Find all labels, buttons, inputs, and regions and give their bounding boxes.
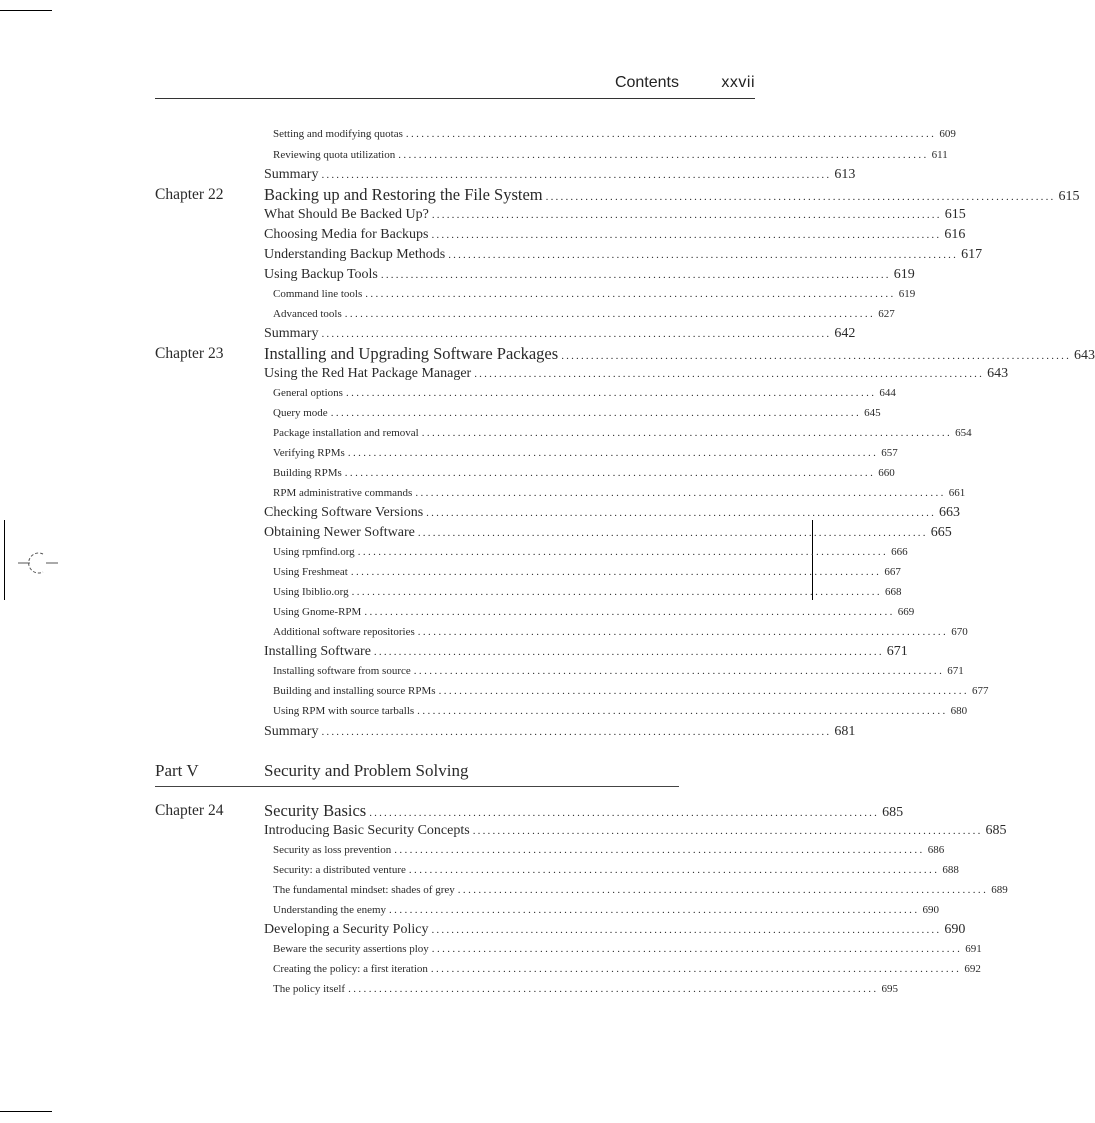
toc-entry-title: Using Freshmeat (273, 566, 348, 578)
toc-entry[interactable] (264, 207, 966, 223)
dot-leader: ....................................................................................................... (373, 646, 884, 658)
dot-leader: ....................................................................................................... (431, 943, 963, 955)
toc-entry-page: 660 (878, 467, 895, 479)
toc-entry-page: 669 (897, 606, 915, 618)
toc-entry-page: 613 (834, 167, 856, 182)
toc-entry-title: Advanced tools (273, 308, 342, 320)
toc-entry[interactable] (273, 983, 899, 995)
dot-leader: ....................................................................................................... (394, 844, 925, 856)
toc-entry[interactable] (273, 467, 895, 479)
dot-leader: ....................................................................................................... (431, 229, 942, 241)
toc-entry-title: Introducing Basic Security Concepts (264, 823, 470, 838)
toc-entry[interactable] (264, 227, 966, 243)
toc-entry-page: 619 (893, 267, 915, 282)
toc-entry-title: Security as loss prevention (273, 844, 392, 856)
toc-entry-page: 695 (881, 983, 899, 995)
dot-leader: ....................................................................................................... (417, 705, 948, 717)
toc-entry[interactable] (273, 705, 968, 717)
toc-entry[interactable] (273, 447, 898, 459)
toc-entry[interactable] (264, 644, 908, 660)
dot-leader: ....................................................................................................... (474, 368, 985, 380)
toc-entry-page: 609 (939, 128, 956, 140)
dot-leader: ....................................................................................................... (430, 963, 962, 975)
dot-leader: ....................................................................................................... (321, 169, 832, 181)
toc-entry-title: Using Ibiblio.org (273, 586, 349, 598)
toc-entry-page: 645 (864, 407, 881, 419)
toc-entry-page: 627 (878, 308, 895, 320)
toc-entry[interactable] (273, 685, 989, 697)
toc-chapter-entry[interactable] (264, 801, 904, 821)
toc-entry-title: The fundamental mindset: shades of grey (273, 884, 455, 896)
dot-leader: ....................................................................................................... (472, 825, 983, 837)
toc-entry[interactable] (273, 665, 964, 677)
toc-entry-title: RPM administrative commands (273, 487, 413, 499)
chapter-23-label: Chapter 23 (155, 345, 224, 362)
toc-entry[interactable] (264, 247, 983, 263)
toc-entry-title: Installing Software (264, 644, 371, 659)
dot-leader: ....................................................................................................... (431, 209, 942, 221)
toc-entry[interactable] (273, 487, 966, 499)
toc-entry-title: General options (273, 387, 343, 399)
toc-entry-title: Query mode (273, 407, 328, 419)
toc-entry-page: 688 (942, 864, 959, 876)
toc-entry-page: 654 (955, 427, 972, 439)
toc-entry-title: Using rpmfind.org (273, 546, 355, 558)
toc-entry[interactable] (273, 128, 956, 140)
toc-entry-page: 686 (927, 844, 945, 856)
toc-entry-page: 661 (948, 487, 966, 499)
chapter-24-label: Chapter 24 (155, 802, 224, 819)
toc-entry-page: 616 (944, 227, 966, 242)
dot-leader: ....................................................................................................... (415, 487, 946, 499)
dot-leader: ....................................................................................................... (364, 606, 895, 618)
dot-leader: ....................................................................................................... (457, 884, 989, 896)
toc-entry-title: Security: a distributed venture (273, 864, 406, 876)
toc-entry-page: 680 (950, 705, 968, 717)
toc-entry-title: Command line tools (273, 288, 363, 300)
toc-entry[interactable] (273, 943, 982, 955)
dot-leader: ....................................................................................................... (345, 387, 877, 399)
toc-entry[interactable] (273, 427, 972, 439)
toc-entry[interactable] (273, 904, 939, 916)
toc-entry-page: 611 (931, 149, 948, 161)
dot-leader: ....................................................................................................... (438, 685, 970, 697)
toc-entry-title: Creating the policy: a first iteration (273, 963, 428, 975)
part-label: Part V (155, 761, 199, 780)
toc-entry-page: 615 (944, 207, 966, 222)
crop-mark-bottom-left (0, 1111, 52, 1112)
toc-entry[interactable] (273, 407, 881, 419)
toc-entry-page: 642 (834, 326, 856, 341)
toc-chapter-entry[interactable] (264, 344, 1095, 364)
part-title: Security and Problem Solving (264, 761, 469, 780)
toc-entry[interactable] (264, 366, 1009, 382)
toc-entry-page: 681 (834, 724, 856, 739)
toc-entry-title: Backing up and Restoring the File System (264, 185, 543, 204)
toc-entry[interactable] (264, 823, 1007, 839)
dot-leader: ....................................................................................................... (405, 128, 937, 140)
dot-leader: ....................................................................................................... (398, 149, 929, 161)
toc-entry-page: 689 (991, 884, 1008, 896)
toc-entry[interactable] (273, 884, 1008, 896)
toc-entry-page: 657 (881, 447, 898, 459)
dot-leader: ....................................................................................................... (321, 328, 832, 340)
toc-entry-title: Installing and Upgrading Software Packages (264, 344, 559, 363)
toc-entry-page: 643 (1074, 348, 1095, 363)
toc-entry[interactable] (273, 963, 981, 975)
toc-entry[interactable] (264, 922, 966, 938)
dot-leader: ....................................................................................................... (561, 350, 1072, 362)
toc-entry-page: 667 (884, 566, 901, 578)
toc-entry-title: Additional software repositories (273, 626, 415, 638)
dot-leader: ....................................................................................................... (347, 447, 879, 459)
toc-entry-title: Using Backup Tools (264, 267, 378, 282)
dot-leader: ....................................................................................................... (417, 626, 949, 638)
toc-entry-page: 691 (965, 943, 982, 955)
toc-entry-title: Beware the security assertions ploy (273, 943, 429, 955)
toc-entry[interactable] (273, 864, 959, 876)
toc-entry[interactable] (273, 626, 968, 638)
crop-mark-left-side (4, 520, 5, 600)
toc-entry-title: Understanding Backup Methods (264, 247, 446, 262)
dot-leader: ....................................................................................................... (350, 566, 882, 578)
dot-leader: ....................................................................................................... (344, 467, 876, 479)
dot-leader: ....................................................................................................... (330, 407, 862, 419)
toc-entry-page: 685 (882, 805, 904, 820)
toc-entry-page: 690 (922, 904, 939, 916)
toc-entry-page: 643 (987, 366, 1009, 381)
toc-entry[interactable] (264, 267, 915, 283)
toc-entry[interactable] (273, 566, 901, 578)
toc-entry-page: 685 (985, 823, 1007, 838)
toc-entry-page: 668 (885, 586, 902, 598)
dot-leader: ....................................................................................................... (321, 726, 832, 738)
toc-entry[interactable] (264, 525, 952, 541)
toc-entry[interactable] (273, 606, 915, 618)
toc-entry-title: Setting and modifying quotas (273, 128, 403, 140)
toc-entry-page: 615 (1058, 189, 1080, 204)
toc-entry[interactable] (273, 308, 895, 320)
toc-entry-title: Verifying RPMs (273, 447, 345, 459)
dot-leader: ....................................................................................................... (417, 527, 928, 539)
toc-entry-page: 619 (898, 288, 916, 300)
part-divider (155, 786, 679, 787)
dot-leader: ....................................................................................................... (389, 904, 920, 916)
toc-entry-title: Using Gnome-RPM (273, 606, 362, 618)
registration-mark-icon (18, 548, 58, 578)
toc-entry[interactable] (264, 724, 856, 740)
toc-entry-title: Using RPM with source tarballs (273, 705, 415, 717)
toc-entry-title: What Should Be Backed Up? (264, 207, 429, 222)
toc-entry-page: 670 (951, 626, 968, 638)
toc-entry[interactable] (273, 387, 896, 399)
toc-entry-page: 690 (944, 922, 966, 937)
toc-entry-title: The policy itself (273, 983, 346, 995)
toc-entry-page: 644 (879, 387, 896, 399)
dot-leader: ....................................................................................................... (448, 249, 959, 261)
chapter-22-label: Chapter 22 (155, 186, 224, 203)
toc-entry-page: 617 (961, 247, 983, 262)
dot-leader: ....................................................................................................... (431, 924, 942, 936)
toc-entry-title: Choosing Media for Backups (264, 227, 429, 242)
toc-entry[interactable] (273, 844, 945, 856)
toc-entry-page: 671 (947, 665, 964, 677)
header-page-number: xxvii (721, 74, 755, 91)
toc-entry[interactable] (264, 505, 961, 521)
toc-entry[interactable] (273, 546, 908, 558)
toc-entry-title: Obtaining Newer Software (264, 525, 415, 540)
toc-chapter-entry[interactable] (264, 185, 1080, 205)
toc-entry[interactable] (264, 167, 856, 183)
toc-entry[interactable] (264, 326, 856, 342)
toc-entry-title: Using the Red Hat Package Manager (264, 366, 472, 381)
dot-leader: ....................................................................................................... (408, 864, 940, 876)
toc-entry-page: 666 (891, 546, 908, 558)
toc-entry-page: 677 (972, 685, 989, 697)
toc-entry-title: Summary (264, 167, 319, 182)
header-title: Contents (614, 74, 679, 91)
toc-entry-title: Reviewing quota utilization (273, 149, 396, 161)
dot-leader: ....................................................................................................... (348, 983, 879, 995)
toc-entry-title: Package installation and removal (273, 427, 419, 439)
toc-entry[interactable] (273, 586, 902, 598)
toc-entry-title: Installing software from source (273, 665, 411, 677)
dot-leader: ....................................................................................................... (351, 586, 883, 598)
toc-entry-title: Understanding the enemy (273, 904, 387, 916)
toc-entry-title: Building RPMs (273, 467, 342, 479)
toc-entry-page: 671 (886, 644, 908, 659)
dot-leader: ....................................................................................................... (421, 427, 953, 439)
toc-entry[interactable] (273, 149, 948, 161)
dot-leader: ....................................................................................................... (357, 546, 889, 558)
running-header (155, 74, 755, 99)
toc-entry-title: Building and installing source RPMs (273, 685, 436, 697)
toc-entry-title: Security Basics (264, 801, 367, 820)
toc-entry-page: 665 (930, 525, 952, 540)
toc-entry-page: 692 (964, 963, 981, 975)
toc-entry-title: Summary (264, 724, 319, 739)
dot-leader: ....................................................................................................... (365, 288, 896, 300)
dot-leader: ....................................................................................................... (380, 269, 891, 281)
crop-mark-top-left (0, 10, 52, 11)
dot-leader: ....................................................................................................... (426, 507, 937, 519)
toc-entry-page: 663 (939, 505, 961, 520)
toc-entry[interactable] (273, 288, 916, 300)
dot-leader: ....................................................................................................... (545, 191, 1056, 203)
dot-leader: ....................................................................................................... (344, 308, 876, 320)
toc-entry-title: Summary (264, 326, 319, 341)
dot-leader: ....................................................................................................... (413, 665, 945, 677)
toc-entry-title: Developing a Security Policy (264, 922, 429, 937)
dot-leader: ....................................................................................................... (369, 807, 880, 819)
toc-entry-title: Checking Software Versions (264, 505, 424, 520)
